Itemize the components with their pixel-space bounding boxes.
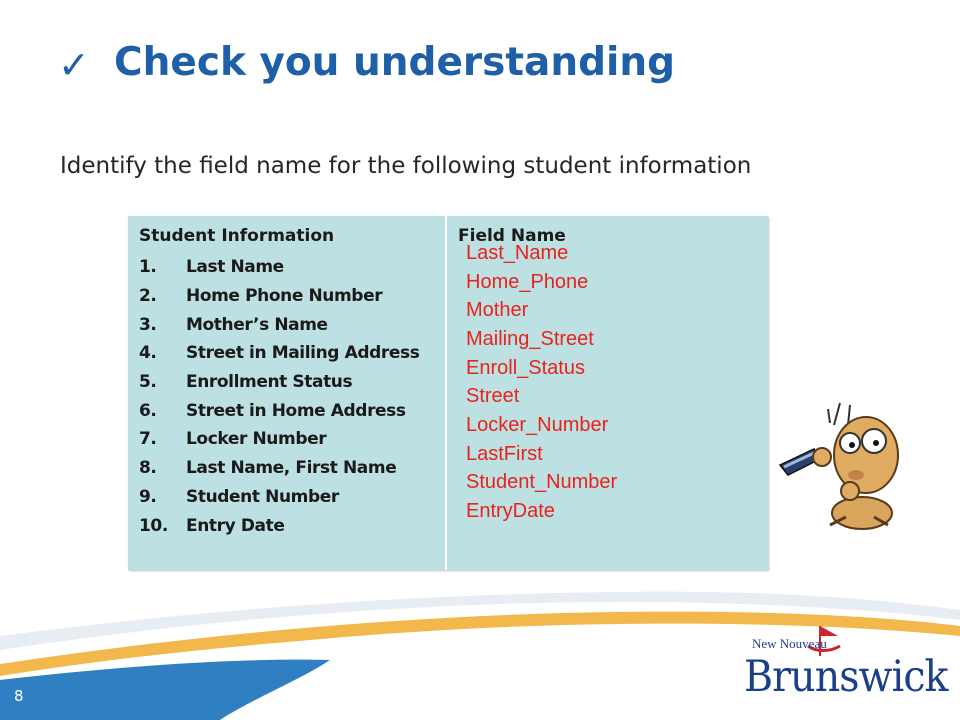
item-number: 6. [139,400,157,421]
field-name: Enroll_Status [466,356,585,379]
field-name: Street [466,385,520,408]
item-label: Street in Mailing Address [186,343,420,364]
field-name: Mailing_Street [466,327,594,350]
field-name-column [447,216,768,570]
item-number: 5. [139,372,157,393]
item-number: 9. [139,486,157,507]
field-name: Mother [466,299,529,322]
item-label: Enrollment Status [186,372,353,393]
item-number: 1. [139,257,157,278]
item-number: 3. [139,314,157,335]
field-name: LastFirst [466,442,543,465]
logo-wordmark: Brunswick [744,652,948,702]
student-info-table [128,216,768,570]
list-item [139,310,445,339]
item-label: Student Number [186,486,339,507]
item-number: 8. [139,458,157,479]
slide-title: Check you understanding [114,40,676,85]
student-information-header: Student Information [139,226,335,246]
mascot-with-phone-illustration [770,395,920,535]
field-name: EntryDate [466,500,555,523]
item-number: 10. [139,515,168,536]
list-item [139,339,445,368]
list-item [139,396,445,425]
page-number: 8 [14,687,24,705]
list-item [139,483,445,512]
item-number: 2. [139,286,157,307]
field-name-header: Field Name [458,226,566,246]
item-label: Entry Date [186,515,285,536]
list-item [139,282,445,311]
slide-subtitle: Identify the field name for the following student information [60,153,752,179]
item-number: 4. [139,343,157,364]
item-label: Last Name [186,257,284,278]
field-name: Last_Name [466,241,569,264]
item-label: Street in Home Address [186,400,406,421]
list-item [139,454,445,483]
item-label: Last Name, First Name [186,458,397,479]
item-label: Home Phone Number [186,286,383,307]
field-name-list [458,239,768,526]
field-name: Locker_Number [466,413,609,436]
field-name: Home_Phone [466,270,589,293]
list-item [139,425,445,454]
checkmark-icon: ✓ [58,43,90,87]
list-item [139,253,445,282]
item-number: 7. [139,429,157,450]
student-information-list [139,253,445,540]
item-label: Locker Number [186,429,327,450]
logo-tagline: New Nouveau [752,636,827,651]
item-label: Mother’s Name [186,314,328,335]
list-item [139,511,445,540]
list-item [139,368,445,397]
field-name: Student_Number [466,471,618,494]
student-information-column [128,216,447,570]
